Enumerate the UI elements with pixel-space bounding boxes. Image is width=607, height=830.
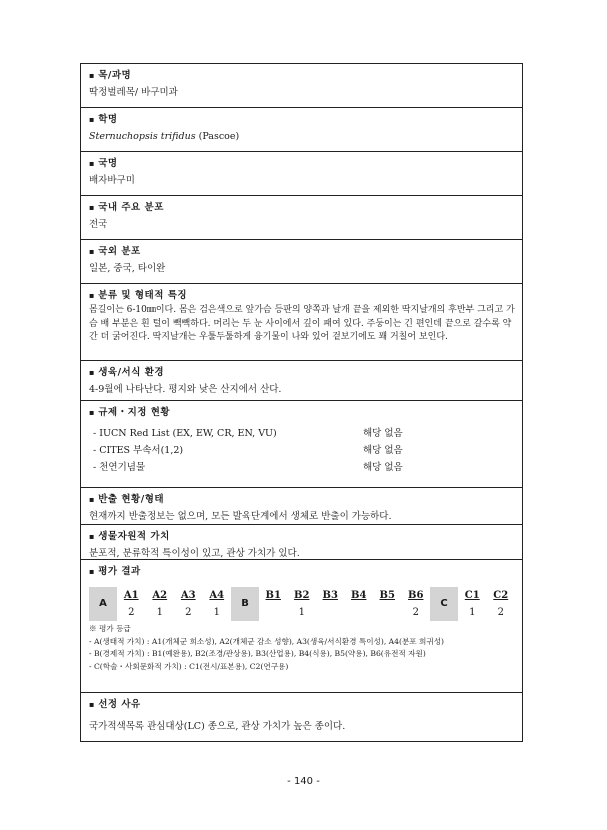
section-heading: ▪ 평가 결과 [89,564,516,579]
regulation-item: - CITES 부속서(1,2) [93,444,184,456]
section-heading: ▪ 국외 분포 [89,244,516,259]
eval-code: B6 [408,589,424,601]
eval-group-c: C [430,587,458,621]
section-regulation [81,401,522,488]
section-heading: ▪ 생물자원적 가치 [89,529,516,544]
regulation-row [89,425,516,442]
section-text: 분포적, 분류학적 특이성이 있고, 관상 가치가 있다. [89,548,300,559]
section-order-family [81,64,522,108]
grade-note: - A(생태적 가치) : A1(개체군 희소성), A2(개체군 감소 성향), A3(생육/서식환경 특이성), A4(분포 희귀성) [89,636,444,646]
section-export [81,488,522,525]
section-morphology [81,284,522,361]
section-heading: ▪ 국명 [89,156,516,171]
eval-value: 1 [156,606,163,618]
section-text: 전국 [89,219,108,230]
eval-code: C1 [464,589,480,601]
eval-code: A1 [123,589,139,601]
regulation-item: - 천연기념물 [93,461,146,473]
section-text: 배자바구미 [89,175,135,186]
regulation-status: 해당 없음 [363,444,403,456]
scientific-name-author: (Pascoe) [195,131,240,142]
eval-code: A2 [152,589,168,601]
eval-code: B3 [322,589,338,601]
eval-code: B5 [379,589,395,601]
section-heading: ▪ 국내 주요 분포 [89,200,516,215]
section-heading: ▪ 학명 [89,112,516,127]
eval-value: 2 [497,606,504,618]
page-number: - 140 - [287,776,320,787]
eval-value: 1 [298,606,305,618]
section-text: 일본, 중국, 타이완 [89,263,166,274]
regulation-status: 해당 없음 [363,461,403,473]
scientific-name-italic: Sternuchopsis trifidus [89,131,196,142]
section-heading: ▪ 선정 사유 [89,697,516,712]
eval-value [373,604,402,621]
grade-note: - B(경제적 가치) : B1(예완용), B2(조경/관상용), B3(산업용), B4(식용), B5(약용), B6(유전적 자원) [89,649,426,658]
eval-value [316,604,345,621]
section-heading: ▪ 규제・지정 현황 [89,405,516,420]
regulation-item: - IUCN Red List (EX, EW, CR, EN, VU) [93,427,277,439]
section-heading: ▪ 반출 현황/형태 [89,492,516,507]
eval-code: B1 [265,589,281,601]
eval-value: 2 [185,606,192,618]
eval-value: 1 [213,606,220,618]
eval-code: A3 [180,589,196,601]
section-korean-name [81,152,522,196]
section-foreign-distribution [81,240,522,284]
section-text: 현재까지 반출정보는 없으며, 모든 발육단계에서 생체로 반출이 가능하다. [89,511,392,522]
regulation-row [89,459,516,476]
eval-code: A4 [209,589,225,601]
section-heading: ▪ 분류 및 형태적 특징 [89,288,516,303]
scientific-name [89,130,516,144]
eval-group-b: B [231,587,259,621]
section-heading: ▪ 생육/서식 환경 [89,365,516,380]
eval-code: C2 [493,589,509,601]
section-domestic-distribution [81,196,522,240]
eval-value: 2 [412,606,419,618]
section-habitat [81,361,522,401]
section-text: 몸길이는 6-10㎜이다. 몸은 검은색으로 앞가슴 등판의 양쪽과 날개 끝을 제외한 딱지날개의 후반부 그리고 가슴 배 부분은 흰 털이 빽빽하다. 머리는 두 눈 사이에서 깊이 패여 있다. 주둥이는 긴 편인데 끝으로 갈수록 약간 더 굵어진다. 딱지날개는 우툴두툴하게 융기물이 나와 있어 겉보기에도 꽤 거칠어 보인다. [89,305,515,342]
section-evaluation [81,560,522,693]
section-selection-reason [81,693,522,741]
section-heading: ▪ 목/과명 [89,68,516,83]
eval-code: B2 [294,589,310,601]
eval-value: 2 [128,606,135,618]
section-scientific-name [81,108,522,152]
grade-notes [89,623,516,673]
eval-value [345,604,374,621]
section-text: 4-9월에 나타난다. 평지와 낮은 산지에서 산다. [89,384,282,395]
eval-value [259,604,288,621]
regulation-status: 해당 없음 [363,427,403,439]
eval-code: B4 [351,589,367,601]
section-resource-value [81,525,522,560]
section-text: 국가적색목록 관심대상(LC) 종으로, 관상 가치가 높은 종이다. [89,721,346,732]
evaluation-table [89,587,515,621]
grade-note: - C(학술・사회문화적 가치) : C1(전시/표본용), C2(연구용) [89,661,289,671]
eval-group-a: A [89,587,117,621]
section-text: 딱정벌레목/ 바구미과 [89,87,178,98]
eval-value: 1 [469,606,476,618]
species-info-sheet [80,63,523,742]
grade-note: ※ 평가 등급 [89,624,131,633]
regulation-row [89,442,516,459]
